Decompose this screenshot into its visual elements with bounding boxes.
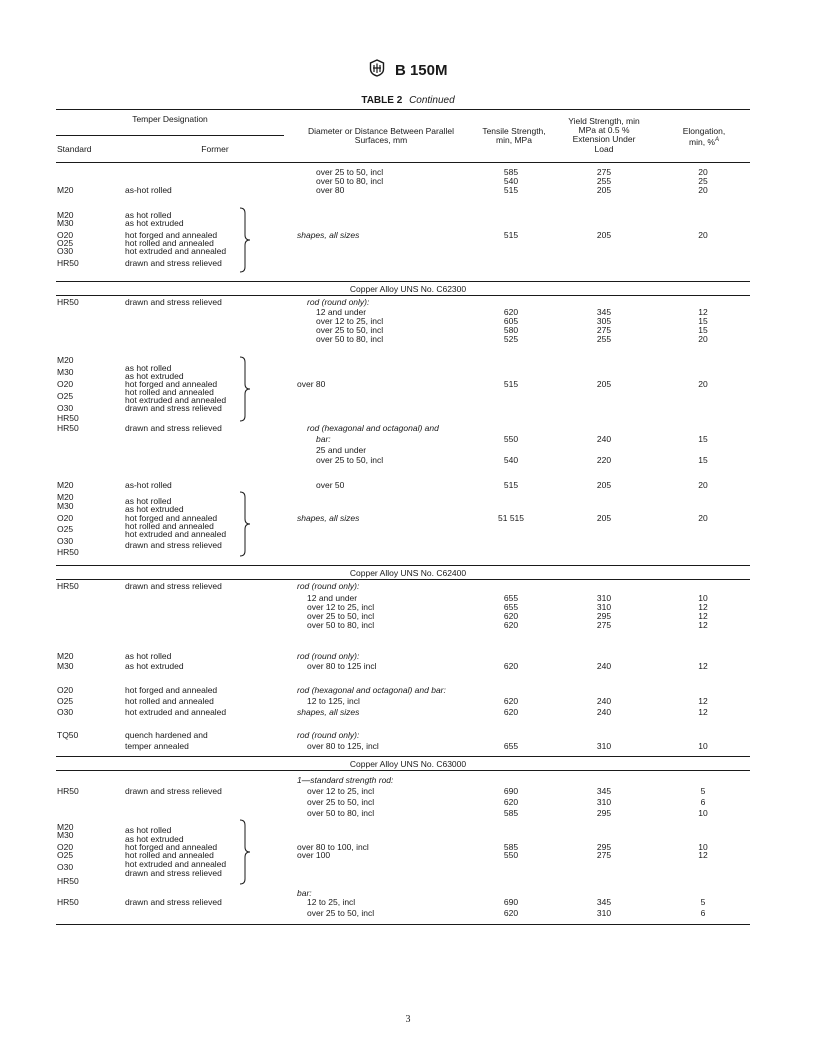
table-row — [0, 481, 816, 490]
temper-designation-rule — [56, 135, 284, 136]
former-cell: drawn and stress relieved — [125, 786, 222, 796]
elongation-cell: 20 — [698, 379, 708, 389]
table-row — [0, 259, 816, 268]
dimension-cell: 12 and under — [307, 593, 358, 603]
dimension-cell: over 80 to 100, incl — [297, 842, 369, 852]
tensile-cell: 515 — [503, 230, 519, 240]
elongation-cell: 15 — [698, 316, 708, 326]
standard-cell: M30 — [57, 830, 74, 840]
yield-cell: 305 — [596, 316, 612, 326]
yield-cell: 275 — [596, 167, 612, 177]
tensile-cell: 620 — [503, 620, 519, 630]
yield-cell: 240 — [596, 707, 612, 717]
tensile-cell: 550 — [503, 434, 519, 444]
yield-cell: 275 — [596, 850, 612, 860]
elongation-cell: 10 — [698, 842, 708, 852]
table-row — [0, 776, 816, 785]
former-cell: drawn and stress relieved — [125, 423, 222, 433]
dimension-cell: over 50 to 80, incl — [307, 808, 375, 818]
dimension-cell: over 50 to 80, incl — [307, 620, 375, 630]
elongation-cell: 20 — [698, 230, 708, 240]
table-row — [0, 809, 816, 818]
yield-cell: 275 — [596, 620, 612, 630]
standard-cell: M20 — [57, 355, 74, 365]
yield-cell: 205 — [596, 480, 612, 490]
table-row — [0, 186, 816, 195]
former-cell: hot rolled and annealed — [125, 521, 214, 531]
table-row — [0, 787, 816, 796]
dimension-cell: shapes, all sizes — [297, 230, 360, 240]
standard-cell: O20 — [57, 230, 74, 240]
table-caption-suffix: Continued — [409, 95, 455, 106]
tensile-cell: 690 — [503, 786, 519, 796]
section-title-c63000: Copper Alloy UNS No. C63000 — [349, 759, 467, 769]
dimension-cell: rod (round only): — [297, 581, 360, 591]
section-title-c62400: Copper Alloy UNS No. C62400 — [349, 568, 467, 578]
former-cell: as-hot rolled — [125, 185, 172, 195]
yield-cell: 345 — [596, 786, 612, 796]
tensile-cell: 605 — [503, 316, 519, 326]
former-cell: drawn and stress relieved — [125, 540, 222, 550]
tensile-cell: 515 — [503, 480, 519, 490]
elongation-cell: 10 — [698, 741, 708, 751]
former-cell: as hot extruded — [125, 504, 184, 514]
section-rule — [56, 565, 750, 566]
page-number: 3 — [405, 1014, 411, 1025]
standard-cell: O20 — [57, 513, 74, 523]
elongation-cell: 15 — [698, 325, 708, 335]
table-label: TABLE 2 — [361, 95, 403, 106]
table-row — [0, 414, 816, 423]
temper-designation-header: Temper Designation — [132, 114, 208, 124]
table-row — [0, 335, 816, 344]
dimension-cell: shapes, all sizes — [297, 513, 360, 523]
tensile-cell: 515 — [503, 185, 519, 195]
dimension-cell: 12 and under — [316, 307, 367, 317]
table-row — [0, 612, 816, 621]
dimension-cell: bar: — [297, 888, 312, 898]
former-cell: as hot extruded — [125, 218, 184, 228]
tensile-cell: 585 — [503, 808, 519, 818]
standard-cell: O25 — [57, 696, 74, 706]
elongation-cell: 20 — [698, 334, 708, 344]
former-cell: as-hot rolled — [125, 480, 172, 490]
standard-designation: B 150M — [394, 62, 448, 79]
yield-cell: 345 — [596, 307, 612, 317]
table-row — [0, 708, 816, 717]
dimension-cell: over 80 — [297, 379, 326, 389]
dimension-cell: over 50 to 80, incl — [316, 334, 384, 344]
former-cell: hot extruded and annealed — [125, 529, 227, 539]
standard-cell: O25 — [57, 524, 74, 534]
yield-cell: 310 — [596, 797, 612, 807]
dimension-cell: over 80 to 125, incl — [307, 741, 379, 751]
standard-cell: O30 — [57, 536, 74, 546]
yield-cell: 205 — [596, 513, 612, 523]
former-cell: hot extruded and annealed — [125, 707, 227, 717]
former-cell: as hot extruded — [125, 371, 184, 381]
elongation-cell: 12 — [698, 307, 708, 317]
dimension-cell: rod (round only): — [297, 651, 360, 661]
standard-cell: M20 — [57, 822, 74, 832]
table-row — [0, 424, 816, 433]
table-row — [0, 898, 816, 907]
table-row — [0, 298, 816, 307]
former-cell: as hot rolled — [125, 496, 172, 506]
standard-cell: O20 — [57, 685, 74, 695]
standard-cell: M20 — [57, 480, 74, 490]
former-cell: hot forged and annealed — [125, 230, 218, 240]
section-rule — [56, 756, 750, 757]
standard-cell: O30 — [57, 707, 74, 717]
former-cell: drawn and stress relieved — [125, 868, 222, 878]
former-cell: drawn and stress relieved — [125, 403, 222, 413]
yield-cell: 295 — [596, 842, 612, 852]
former-cell: drawn and stress relieved — [125, 897, 222, 907]
standard-cell: HR50 — [57, 897, 79, 907]
dimension-cell: 1—standard strength rod: — [297, 775, 394, 785]
yield-cell: 310 — [596, 593, 612, 603]
yield-cell: 345 — [596, 897, 612, 907]
standard-cell: M20 — [57, 210, 74, 220]
section-rule — [56, 281, 750, 282]
elongation-cell: 5 — [700, 786, 706, 796]
dimension-cell: over 50 — [316, 480, 345, 490]
table-row — [0, 603, 816, 612]
table-row — [0, 798, 816, 807]
yield-cell: 295 — [596, 611, 612, 621]
standard-cell: HR50 — [57, 876, 79, 886]
standard-cell: O30 — [57, 246, 74, 256]
standard-header: Standard — [57, 144, 92, 154]
table-row — [0, 909, 816, 918]
former-cell: as hot extruded — [125, 661, 184, 671]
dimension-cell: 12 to 25, incl — [307, 897, 356, 907]
standard-cell: O30 — [57, 862, 74, 872]
former-cell: hot extruded and annealed — [125, 859, 227, 869]
tensile-cell: 540 — [503, 176, 519, 186]
yield-cell: 295 — [596, 808, 612, 818]
elongation-cell: 6 — [700, 908, 706, 918]
former-cell: hot forged and annealed — [125, 513, 218, 523]
dimension-cell: over 25 to 50, incl — [316, 455, 384, 465]
standard-cell: O30 — [57, 403, 74, 413]
tensile-cell: 540 — [503, 455, 519, 465]
table-row — [0, 168, 816, 177]
elongation-cell: 10 — [698, 593, 708, 603]
former-cell: hot forged and annealed — [125, 842, 218, 852]
tensile-cell: 620 — [503, 797, 519, 807]
former-cell: hot extruded and annealed — [125, 246, 227, 256]
yield-strength-header: Yield Strength, min MPa at 0.5 % Extension Under Load — [568, 116, 640, 154]
table-top-rule — [56, 109, 750, 110]
former-cell: hot rolled and annealed — [125, 696, 214, 706]
elongation-cell: 20 — [698, 167, 708, 177]
dimension-cell: over 80 — [316, 185, 345, 195]
dimension-cell: 12 to 125, incl — [307, 696, 360, 706]
elongation-cell: 12 — [698, 611, 708, 621]
elongation-cell: 12 — [698, 850, 708, 860]
standard-cell: TQ50 — [57, 730, 79, 740]
standard-cell: HR50 — [57, 423, 79, 433]
table-caption — [0, 95, 816, 106]
yield-cell: 255 — [596, 334, 612, 344]
table-row — [0, 317, 816, 326]
standard-cell: HR50 — [57, 258, 79, 268]
yield-cell: 220 — [596, 455, 612, 465]
former-cell: drawn and stress relieved — [125, 581, 222, 591]
tensile-cell: 620 — [503, 307, 519, 317]
tensile-cell: 690 — [503, 897, 519, 907]
dimension-cell: shapes, all sizes — [297, 707, 360, 717]
table-row — [0, 877, 816, 886]
tensile-cell: 655 — [503, 593, 519, 603]
table-row — [0, 731, 816, 740]
dimension-cell: over 25 to 50, incl — [316, 167, 384, 177]
dimension-cell: over 12 to 25, incl — [307, 786, 375, 796]
table-row — [0, 851, 816, 860]
table-row — [0, 662, 816, 671]
yield-cell: 240 — [596, 661, 612, 671]
elongation-cell: 12 — [698, 602, 708, 612]
dimension-cell: 25 and under — [316, 445, 367, 455]
dimension-cell: over 25 to 50, incl — [316, 325, 384, 335]
dimension-cell: over 80 to 125 incl — [307, 661, 377, 671]
table-bottom-rule — [56, 924, 750, 925]
former-cell: hot rolled and annealed — [125, 850, 214, 860]
elongation-cell: 10 — [698, 808, 708, 818]
former-cell: temper annealed — [125, 741, 189, 751]
yield-cell: 205 — [596, 185, 612, 195]
document-header — [0, 59, 816, 82]
elongation-cell: 12 — [698, 620, 708, 630]
table-row — [0, 435, 816, 444]
table-row — [0, 594, 816, 603]
yield-cell: 240 — [596, 434, 612, 444]
dimension-cell: rod (hexagonal and octagonal) and bar: — [297, 685, 446, 695]
dimension-cell: over 100 — [297, 850, 331, 860]
section-rule — [56, 770, 750, 771]
table-row — [0, 652, 816, 661]
dimension-cell: bar: — [316, 434, 331, 444]
dimension-cell: over 25 to 50, incl — [307, 611, 375, 621]
standard-cell: M20 — [57, 185, 74, 195]
table-row — [0, 621, 816, 630]
yield-cell: 310 — [596, 741, 612, 751]
table-row — [0, 697, 816, 706]
section-rule — [56, 295, 750, 296]
dimension-header: Diameter or Distance Between Parallel Surfaces, mm — [308, 126, 454, 146]
table-row — [0, 548, 816, 557]
table-row — [0, 889, 816, 898]
table-row — [0, 247, 816, 256]
former-cell: hot forged and annealed — [125, 379, 218, 389]
table-row — [0, 456, 816, 465]
elongation-cell: 25 — [698, 176, 708, 186]
dimension-cell: rod (round only): — [307, 297, 370, 307]
astm-logo-icon — [369, 59, 385, 82]
elongation-cell: 20 — [698, 480, 708, 490]
table-row — [0, 219, 816, 228]
header-bottom-rule — [56, 162, 750, 163]
standard-cell: HR50 — [57, 297, 79, 307]
standard-cell: M30 — [57, 218, 74, 228]
dimension-cell: over 25 to 50, incl — [307, 908, 375, 918]
standard-cell: O25 — [57, 850, 74, 860]
yield-cell: 255 — [596, 176, 612, 186]
tensile-cell: 655 — [503, 741, 519, 751]
yield-cell: 240 — [596, 696, 612, 706]
elongation-cell: 12 — [698, 661, 708, 671]
tensile-cell: 580 — [503, 325, 519, 335]
former-cell: as hot rolled — [125, 363, 172, 373]
former-cell: hot extruded and annealed — [125, 395, 227, 405]
standard-cell: M30 — [57, 501, 74, 511]
dimension-cell: over 12 to 25, incl — [307, 602, 375, 612]
yield-cell: 310 — [596, 908, 612, 918]
tensile-cell: 620 — [503, 696, 519, 706]
tensile-strength-header: Tensile Strength, min, MPa — [482, 126, 546, 146]
former-cell: as hot rolled — [125, 210, 172, 220]
table-row — [0, 446, 816, 455]
tensile-cell: 585 — [503, 167, 519, 177]
elongation-cell: 12 — [698, 707, 708, 717]
standard-cell: M20 — [57, 492, 74, 502]
tensile-cell: 620 — [503, 908, 519, 918]
former-cell: hot rolled and annealed — [125, 238, 214, 248]
standard-cell: HR50 — [57, 547, 79, 557]
former-cell: hot rolled and annealed — [125, 387, 214, 397]
tensile-cell: 585 — [503, 842, 519, 852]
tensile-cell: 515 — [503, 379, 519, 389]
table-row — [0, 326, 816, 335]
table-row — [0, 404, 816, 413]
yield-cell: 205 — [596, 379, 612, 389]
elongation-cell: 5 — [700, 897, 706, 907]
standard-cell: HR50 — [57, 413, 79, 423]
tensile-cell: 51 515 — [498, 513, 524, 523]
elongation-header: Elongation, min, %$^A$ — [682, 126, 726, 148]
standard-cell: O20 — [57, 379, 74, 389]
section-rule — [56, 579, 750, 580]
section-title-c62300: Copper Alloy UNS No. C62300 — [349, 284, 467, 294]
standard-cell: O20 — [57, 842, 74, 852]
standard-cell: HR50 — [57, 786, 79, 796]
elongation-cell: 20 — [698, 513, 708, 523]
table-row — [0, 582, 816, 591]
table-row — [0, 177, 816, 186]
former-cell: as hot extruded — [125, 834, 184, 844]
tensile-cell: 620 — [503, 661, 519, 671]
tensile-cell: 620 — [503, 611, 519, 621]
standard-cell: O25 — [57, 391, 74, 401]
tensile-cell: 620 — [503, 707, 519, 717]
table-row — [0, 308, 816, 317]
former-cell: drawn and stress relieved — [125, 258, 222, 268]
former-cell: quench hardened and — [125, 730, 208, 740]
elongation-cell: 20 — [698, 185, 708, 195]
dimension-cell: over 12 to 25, incl — [316, 316, 384, 326]
tensile-cell: 655 — [503, 602, 519, 612]
former-header: Former — [201, 144, 229, 154]
elongation-cell: 6 — [700, 797, 706, 807]
former-cell: as hot rolled — [125, 825, 172, 835]
elongation-cell: 15 — [698, 455, 708, 465]
former-cell: hot forged and annealed — [125, 685, 218, 695]
tensile-cell: 550 — [503, 850, 519, 860]
dimension-cell: rod (round only): — [297, 730, 360, 740]
standard-cell: O25 — [57, 238, 74, 248]
dimension-cell: rod (hexagonal and octagonal) and — [307, 423, 439, 433]
yield-cell: 310 — [596, 602, 612, 612]
tensile-cell: 525 — [503, 334, 519, 344]
table-row — [0, 686, 816, 695]
standard-cell: M20 — [57, 651, 74, 661]
former-cell: drawn and stress relieved — [125, 297, 222, 307]
elongation-cell: 12 — [698, 696, 708, 706]
standard-cell: M30 — [57, 367, 74, 377]
dimension-cell: over 50 to 80, incl — [316, 176, 384, 186]
table-row — [0, 505, 816, 514]
standard-cell: HR50 — [57, 581, 79, 591]
table-row — [0, 742, 816, 751]
former-cell: as hot rolled — [125, 651, 172, 661]
elongation-cell: 15 — [698, 434, 708, 444]
yield-cell: 205 — [596, 230, 612, 240]
dimension-cell: over 25 to 50, incl — [307, 797, 375, 807]
yield-cell: 275 — [596, 325, 612, 335]
standard-cell: M30 — [57, 661, 74, 671]
